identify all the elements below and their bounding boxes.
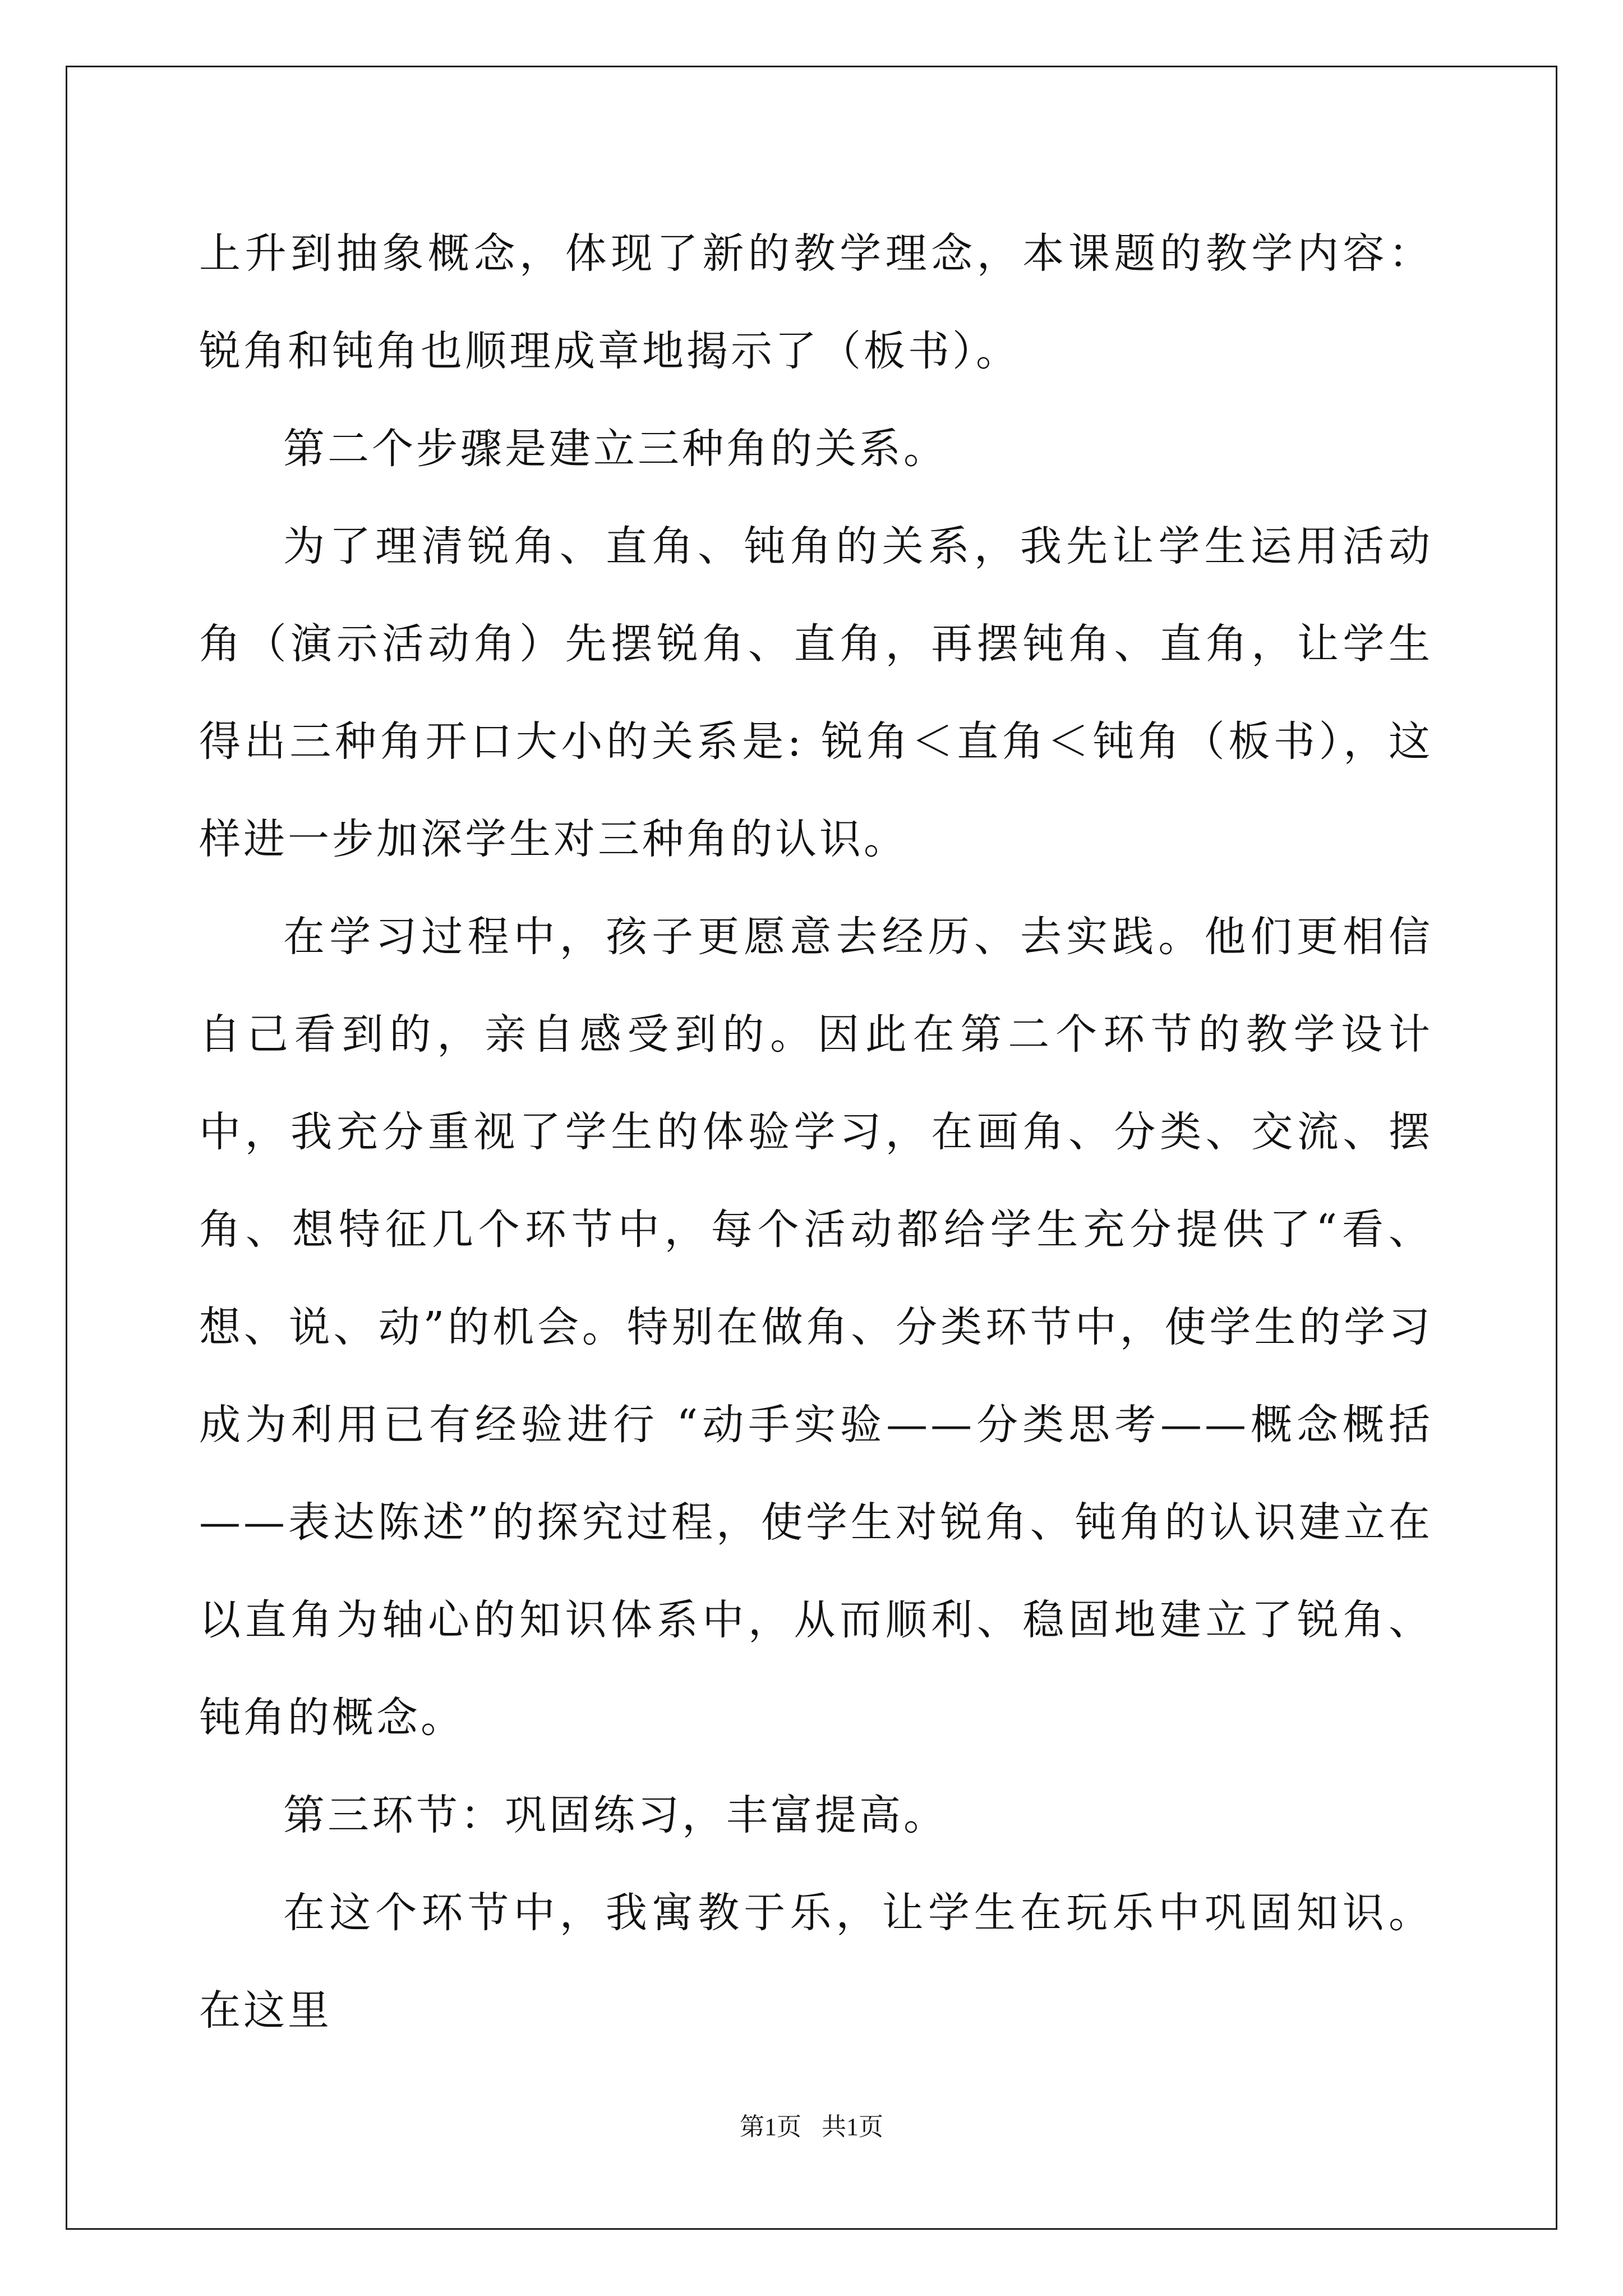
paragraph: 第二个步骤是建立三种角的关系。 [283,425,948,473]
paragraph: 上升到抽象概念，体现了新的教学理念，本课题的教学内容：锐角和钝角也顺理成章地揭示了（板书）。 [199,229,1433,375]
document-body [199,205,1433,2059]
paragraph: 在学习过程中，孩子更愿意去经历、去实践。他们更相信自己看到的，亲自感受到的。因此在第二个环节的教学设计中，我充分重视了学生的体验学习，在画角、分类、交流、摆角、想特征几个环节中，每个活动都给学生充分提供了“看、想、说、动”的机会。特别在做角、分类环节中，使学生的学习成为利用已有经验进行 “动手实验——分类思考——概念概括——表达陈述”的探究过程，使学生对锐角、钝角的认识建立在以直角为轴心的知识体系中，从而顺利、稳固地建立了锐角、钝角的概念。 [199,913,1433,1742]
page-footer [0,2110,1623,2144]
page-number: 第1页 [740,2113,801,2141]
paragraph: 在这个环节中，我寓教于乐，让学生在玩乐中巩固知识。在这里 [199,1889,1433,2035]
paragraph: 为了理清锐角、直角、钝角的关系，我先让学生运用活动角（演示活动角）先摆锐角、直角，再摆钝角、直角，让学生得出三种角开口大小的关系是: 锐角＜直角＜钝角（板书），这样进一步加深学生对三种角的认识。 [199,522,1433,863]
page-total: 共1页 [822,2113,883,2141]
paragraph: 第三环节：巩固练习，丰富提高。 [283,1791,948,1839]
